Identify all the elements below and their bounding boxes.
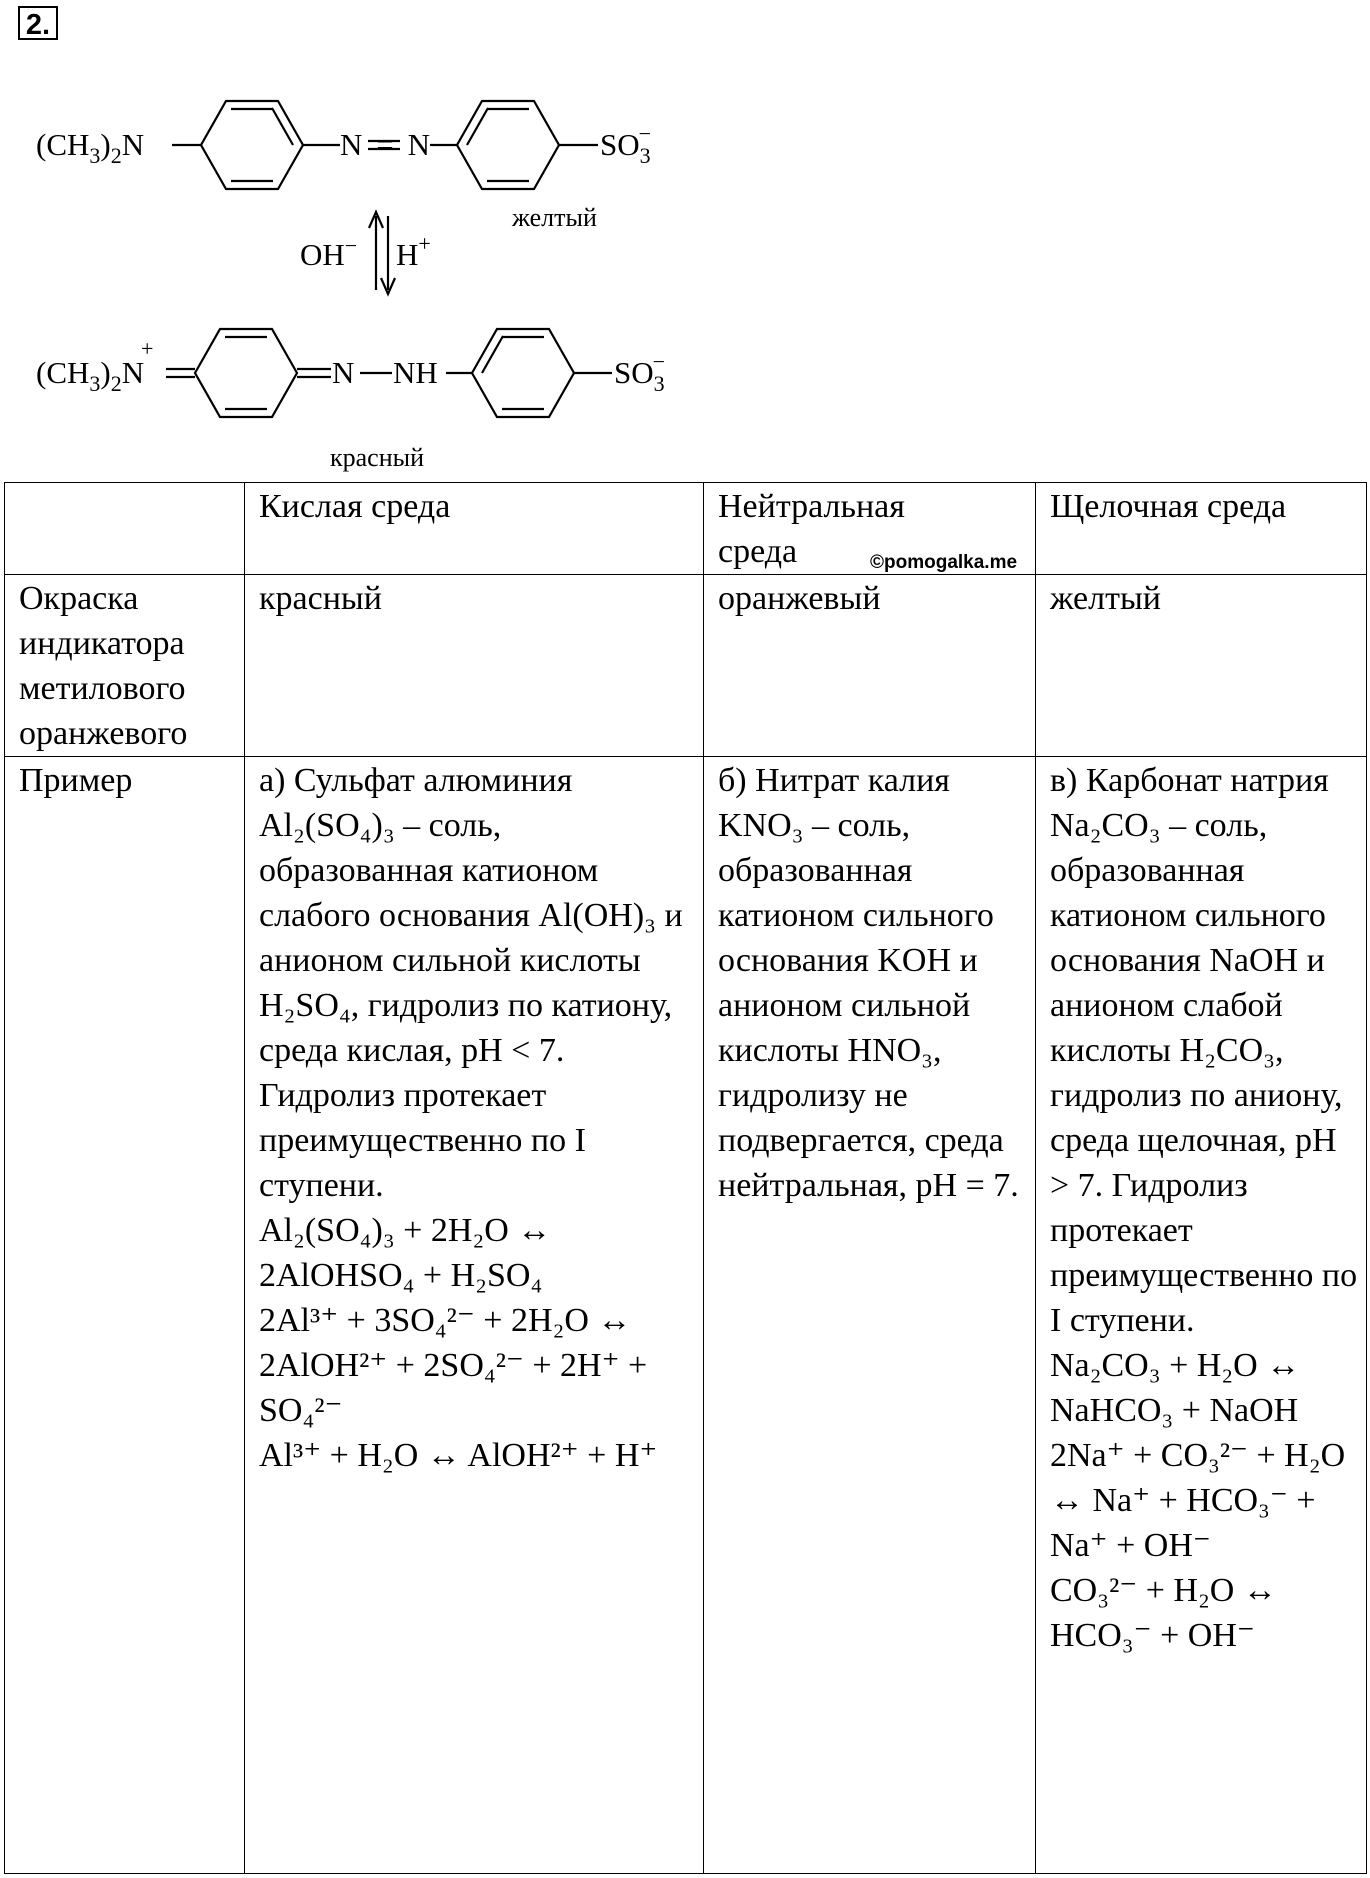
top-dimethylamino-label: $(CH_3)_2N$ [36, 127, 145, 168]
example-neutral [704, 757, 1036, 1874]
bottom-n-label: N [332, 355, 355, 390]
bottom-quinoid-ring [195, 329, 297, 417]
watermark: ©pomogalka.me [870, 552, 1018, 573]
header-alkaline: Щелочная среда [1036, 483, 1367, 575]
top-sulfonate-label: $SO_3-$ [600, 121, 652, 168]
table-row-color [5, 575, 1367, 757]
header-neutral: Нейтральная среда [704, 483, 1036, 575]
example-acid-equation-3: Al³⁺ + H₂O ↔ AlOH²⁺ + H⁺ [259, 1437, 658, 1474]
color-neutral: оранжевый [704, 575, 1036, 757]
bottom-nh-label: NH [393, 355, 438, 390]
example-acid-equation-2: 2Al³⁺ + 3SO₄²⁻ + 2H₂O ↔ 2AlOH²⁺ + 2SO₄²⁻ + 2H⁺ + SO₄²⁻ [259, 1302, 648, 1429]
header-empty-cell [5, 483, 245, 575]
top-azo-label: N=N [340, 127, 430, 162]
example-acid-description: а) Сульфат алюминия Al₂(SO₄)₃ – соль, образованная катионом слабого основания Al(OH)₃ и анионом сильной кислоты H₂SO₄, гидролиз по катиону, среда кислая, pH < 7. Гидролиз протекает преимущественно по I ступени. [259, 762, 683, 1204]
top-caption-yellow: желтый [512, 203, 597, 232]
bottom-caption-red: красный [330, 443, 425, 472]
header-acid: Кислая среда [245, 483, 704, 575]
row-example-label: Пример [5, 757, 245, 1874]
table-row-example [5, 757, 1367, 1874]
bottom-sulfonate-label: $SO_3-$ [614, 349, 666, 396]
example-neutral-description: б) Нитрат калия KNO₃ – соль, образованная катионом сильного основания KOH и анионом сильной кислоты HNO₃, гидролизу не подвергается, среда нейтральная, pH = 7. [718, 762, 1019, 1204]
example-alkaline-equation-3: CO₃²⁻ + H₂O ↔ HCO₃⁻ + OH⁻ [1050, 1572, 1277, 1654]
example-alkaline-equation-2: 2Na⁺ + CO₃²⁻ + H₂O ↔ Na⁺ + HCO₃⁻ + Na⁺ + OH⁻ [1050, 1437, 1346, 1564]
indicator-table [4, 482, 1367, 1874]
table-header-row [5, 483, 1367, 575]
example-acid-equation-1: Al₂(SO₄)₃ + 2H₂O ↔ 2AlOHSO₄ + H₂SO₄ [259, 1212, 552, 1294]
color-acid: красный [245, 575, 704, 757]
equilibrium-hydroxide-label: OH− [300, 233, 358, 272]
top-left-benzene-ring [201, 101, 303, 189]
example-alkaline [1036, 757, 1367, 1874]
top-right-benzene-ring [457, 101, 559, 189]
equilibrium-proton-label: H+ [396, 231, 431, 272]
row-color-label: Окраска индикатора метилового оранжевого [5, 575, 245, 757]
bottom-dimethyliminium-label: $(CH_3)_2N$ [36, 355, 145, 396]
example-alkaline-equation-1: Na₂CO₃ + H₂O ↔ NaHCO₃ + NaOH [1050, 1347, 1301, 1429]
bottom-iminium-charge: + [141, 336, 154, 361]
example-acid [245, 757, 704, 1874]
color-alkaline: желтый [1036, 575, 1367, 757]
example-alkaline-description: в) Карбонат натрия Na₂CO₃ – соль, образованная катионом сильного основания NaOH и анионом слабой кислоты H₂CO₃, гидролиз по аниону, среда щелочная, pH > 7. Гидролиз протекает преимущественно по I ступени. [1050, 762, 1358, 1339]
task-number: 2. [18, 6, 58, 40]
bottom-right-benzene-ring [472, 329, 574, 417]
methyl-orange-scheme [0, 0, 1370, 480]
